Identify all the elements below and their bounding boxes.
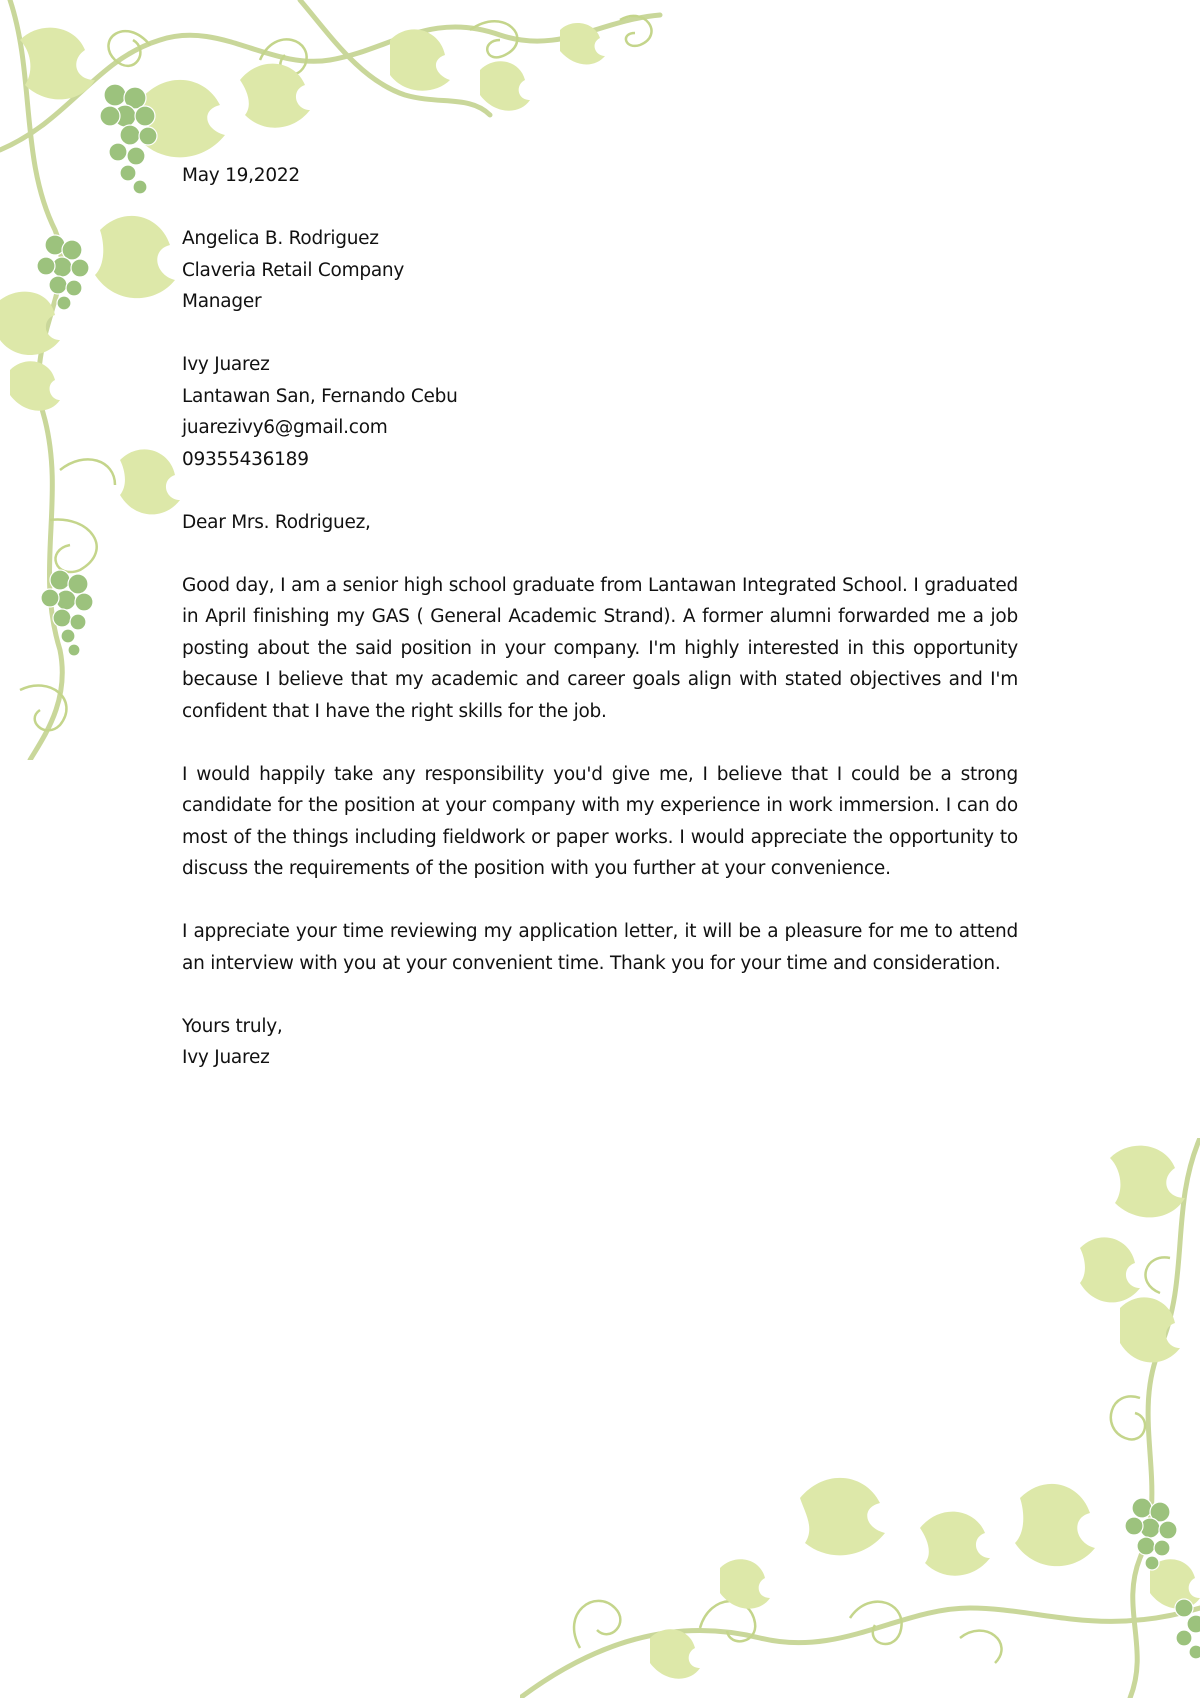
spacer xyxy=(182,727,1018,759)
application-letter xyxy=(182,160,1018,1074)
spacer xyxy=(182,318,1018,350)
recipient-block xyxy=(182,223,1018,318)
sender-phone: 09355436189 xyxy=(182,448,309,470)
recipient-title: Manager xyxy=(182,291,262,312)
grapevine-bottom-right-decoration xyxy=(520,1138,1200,1698)
sender-email: juarezivy6@gmail.com xyxy=(182,417,388,438)
body-paragraph-1: Good day, I am a senior high school graduate from Lantawan Integrated School. I graduated in April finishing my GAS ( General Academic Strand). A former alumni forwarded me a job posting about the said position in your company. I'm highly interested in this opportunity because I believe that my academic and career goals align with stated objectives and I'm confident that I have the right skills for the job. xyxy=(182,574,1018,722)
spacer xyxy=(182,475,1018,507)
recipient-name: Angelica B. Rodriguez xyxy=(182,228,379,249)
sender-name: Ivy Juarez xyxy=(182,354,270,375)
body-paragraph-2: I would happily take any responsibility you'd give me, I believe that I could be a strong candidate for the position at your company with my experience in work immersion. I can do most of the things including fieldwork or paper works. I would appreciate the opportunity to discuss the requirements of the position with you further at your convenience. xyxy=(182,763,1018,879)
spacer xyxy=(182,538,1018,570)
sender-address: Lantawan San, Fernando Cebu xyxy=(182,385,458,407)
signature-name: Ivy Juarez xyxy=(182,1047,270,1068)
spacer xyxy=(182,979,1018,1011)
sender-block xyxy=(182,349,1018,475)
recipient-company: Claveria Retail Company xyxy=(182,259,405,281)
spacer xyxy=(182,192,1018,224)
closing: Yours truly, xyxy=(182,1015,283,1037)
spacer xyxy=(182,885,1018,917)
letter-date: May 19,2022 xyxy=(182,165,300,186)
salutation: Dear Mrs. Rodriguez, xyxy=(182,511,371,533)
body-paragraph-3: I appreciate your time reviewing my application letter, it will be a pleasure for me to attend an interview with you at your convenient time. Thank you for your time and consideration. xyxy=(182,921,1018,974)
